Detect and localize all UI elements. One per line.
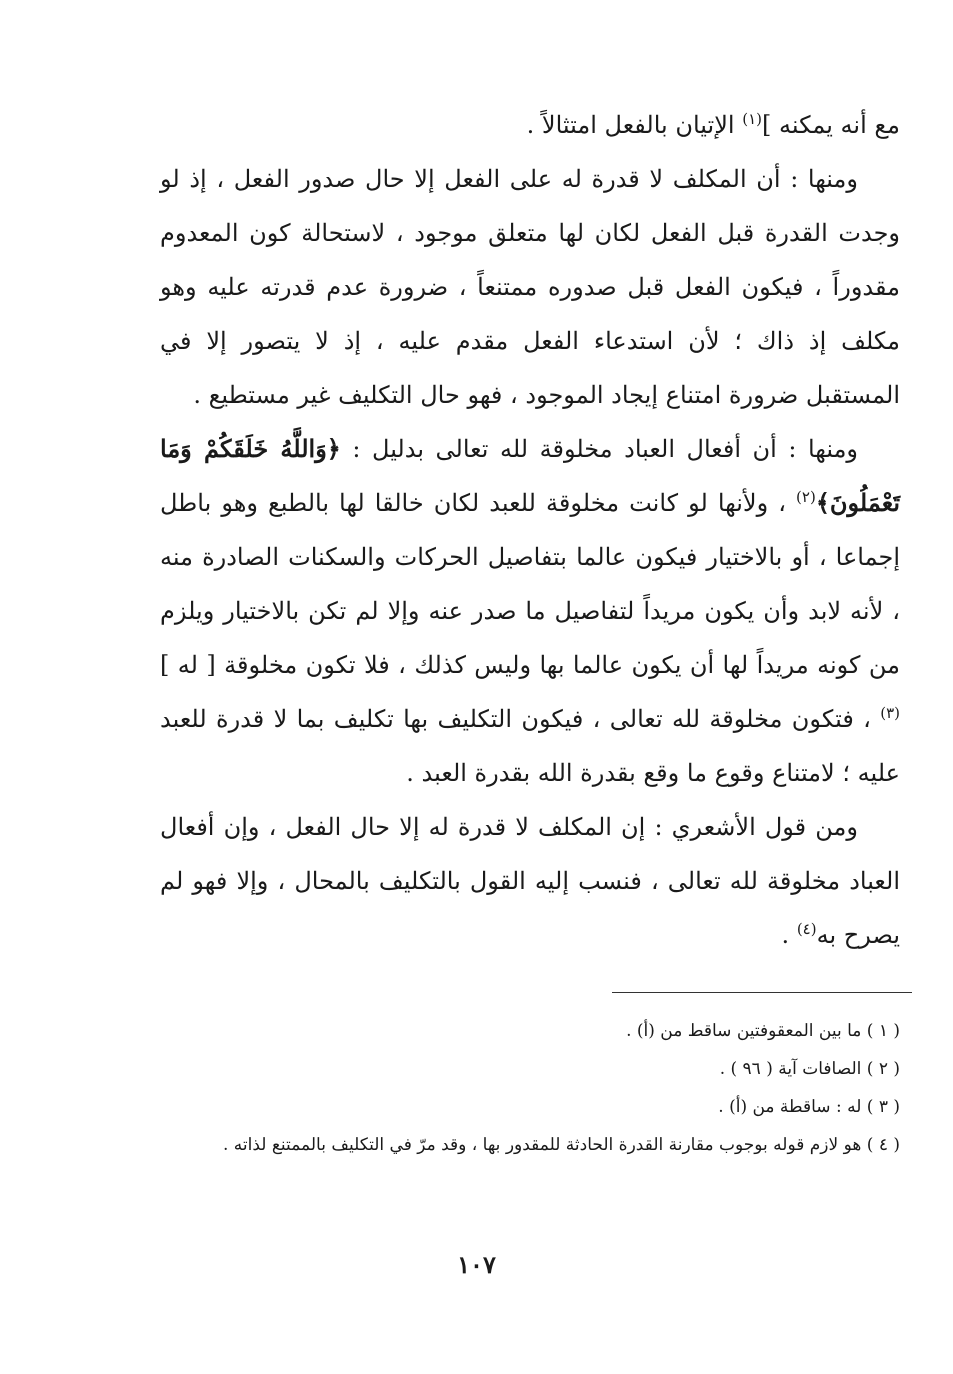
paragraph-3-text-mid: ، ولأنها لو كانت مخلوقة للعبد لكان خالقا لها بالطبع وهو باطل إجماعا ، أو بالاختيار فيكون عالما بتفاصيل الحركات والسكنات الصادرة منه ، لأنه لابد وأن يكون مريداً لتفاصيل ما صدر عنه وإلا لم تكن بالاختيار ويلزم من كونه مريداً لها أن يكون عالما بها وليس كذلك ، فلا تكون مخلوقة [ له ]: [160, 489, 900, 679]
paragraph-3-text-after: ، فتكون مخلوقة لله تعالى ، فيكون التكليف بها تكليف بما لا قدرة للعبد عليه ؛ لامتناع وقوع ما وقع بقدرة الله بقدرة العبد .: [160, 705, 900, 787]
footnote-1: ( ١ ) ما بين المعقوفتين ساقط من (أ) .: [626, 1021, 900, 1041]
paragraph-3-text-before: ومنها : أن أفعال العباد مخلوقة لله تعالى بدليل :: [340, 435, 859, 463]
paragraph-4-text-before: ومن قول الأشعري : إن المكلف لا قدرة له إلا حال الفعل ، وإن أفعال العباد مخلوقة لله تعالى ، فنسب إليه القول بالتكليف بالمحال ، وإلا فهو لم يصرح به: [160, 813, 900, 949]
paragraph-4: [160, 800, 900, 962]
footnote-ref-2: (٢): [796, 488, 816, 506]
footnote-4: ( ٤ ) هو لازم قوله بوجوب مقارنة القدرة الحادثة للمقدور بها ، وقد مرّ في التكليف بالممتنع لذاته .: [223, 1135, 900, 1155]
footnote-ref-4: (٤): [796, 920, 817, 938]
main-text: [160, 98, 900, 962]
paragraph-1-text-before: مع أنه يمكنه ]: [761, 111, 900, 139]
footnote-ref-3: (٣): [880, 704, 900, 722]
footnotes: [160, 1012, 900, 1164]
page-number: ١٠٧: [457, 1250, 496, 1279]
footnote-ref-1: (١): [742, 110, 762, 128]
paragraph-2: ومنها : أن المكلف لا قدرة له على الفعل إلا حال صدور الفعل ، إذ لو وجدت القدرة قبل الفعل لكان لها متعلق موجود ، لاستحالة كون المعدوم مقدوراً ، فيكون الفعل قبل صدوره ممتنعاً ، ضرورة عدم قدرته عليه وهو مكلف إذ ذاك ؛ لأن استدعاء الفعل مقدم عليه ، إذ لا يتصور إلا في المستقبل ضرورة امتناع إيجاد الموجود ، فهو حال التكليف غير مستطيع .: [160, 165, 900, 409]
footnote-3: ( ٣ ) له : ساقطة من (أ) .: [718, 1097, 900, 1117]
footnote-2: ( ٢ ) الصافات آية ( ٩٦ ) .: [719, 1059, 900, 1079]
quran-verse: ﴿وَاللَّهُ خَلَقَكُمْ وَمَا تَعْمَلُونَ﴾: [160, 434, 900, 517]
paragraph-1: [160, 98, 900, 152]
footnote-separator: [612, 992, 912, 993]
paragraph-3: [160, 422, 900, 800]
paragraph-4-text-after: .: [781, 921, 797, 949]
paragraph-1-text-after: الإتيان بالفعل امتثالاً .: [526, 111, 743, 139]
